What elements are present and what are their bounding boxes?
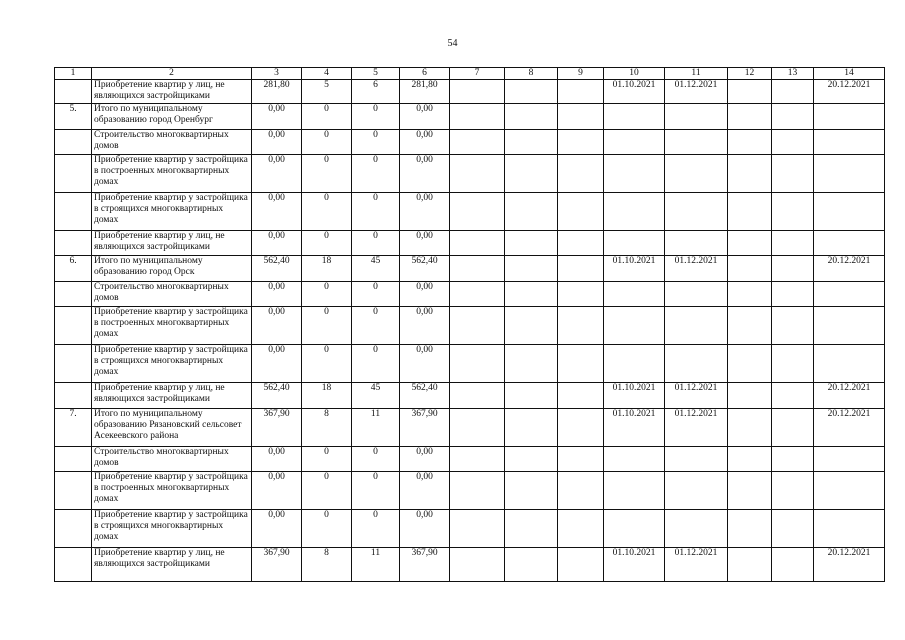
header-cell: 10 (604, 68, 665, 80)
row-name: Приобретение квартир у застройщика в построенных многоквартирных домах (92, 155, 252, 193)
header-cell: 5 (352, 68, 400, 80)
row-name: Приобретение квартир у застройщика в строящихся многоквартирных домах (92, 510, 252, 548)
col-4-value: 0 (302, 231, 352, 256)
col-7-value (450, 472, 505, 510)
col-9-value (558, 345, 604, 383)
row-number (55, 80, 92, 104)
header-cell: 13 (772, 68, 814, 80)
col-11-date: 01.12.2021 (665, 409, 728, 447)
col-10-date: 01.10.2021 (604, 409, 665, 447)
row-number (55, 548, 92, 582)
col-3-value: 0,00 (252, 472, 302, 510)
table-row (55, 155, 885, 193)
col-12-value (728, 256, 772, 282)
table-row (55, 307, 885, 345)
col-7-value (450, 155, 505, 193)
col-10-date: 01.10.2021 (604, 548, 665, 582)
col-13-value (772, 447, 814, 472)
row-name: Приобретение квартир у лиц, не являющихся застройщиками (92, 80, 252, 104)
col-9-value (558, 130, 604, 155)
col-3-value: 0,00 (252, 130, 302, 155)
row-number: 6. (55, 256, 92, 282)
row-name: Приобретение квартир у застройщика в построенных многоквартирных домах (92, 472, 252, 510)
col-7-value (450, 383, 505, 409)
col-8-value (505, 104, 558, 130)
col-13-value (772, 548, 814, 582)
col-12-value (728, 510, 772, 548)
row-name: Строительство многоквартирных домов (92, 447, 252, 472)
row-number (55, 231, 92, 256)
col-9-value (558, 231, 604, 256)
col-9-value (558, 193, 604, 231)
col-11-date (665, 104, 728, 130)
col-8-value (505, 256, 558, 282)
col-14-date: 20.12.2021 (814, 256, 885, 282)
col-3-value: 562,40 (252, 256, 302, 282)
col-13-value (772, 383, 814, 409)
col-4-value: 0 (302, 345, 352, 383)
col-13-value (772, 510, 814, 548)
header-cell: 3 (252, 68, 302, 80)
col-10-date (604, 130, 665, 155)
row-name: Итого по муниципальному образованию город Оренбург (92, 104, 252, 130)
header-cell: 9 (558, 68, 604, 80)
col-6-value: 0,00 (400, 130, 450, 155)
row-number (55, 193, 92, 231)
col-10-date (604, 307, 665, 345)
col-14-date (814, 307, 885, 345)
col-9-value (558, 383, 604, 409)
col-14-date (814, 345, 885, 383)
row-name: Строительство многоквартирных домов (92, 130, 252, 155)
table-row (55, 130, 885, 155)
col-8-value (505, 409, 558, 447)
col-12-value (728, 282, 772, 307)
col-11-date (665, 231, 728, 256)
col-13-value (772, 307, 814, 345)
col-5-value: 0 (352, 510, 400, 548)
col-6-value: 0,00 (400, 282, 450, 307)
col-3-value: 0,00 (252, 282, 302, 307)
col-3-value: 0,00 (252, 447, 302, 472)
col-3-value: 0,00 (252, 155, 302, 193)
col-8-value (505, 231, 558, 256)
col-5-value: 0 (352, 193, 400, 231)
row-number (55, 345, 92, 383)
table-row (55, 548, 885, 582)
header-cell: 4 (302, 68, 352, 80)
col-8-value (505, 130, 558, 155)
col-14-date: 20.12.2021 (814, 80, 885, 104)
col-3-value: 0,00 (252, 193, 302, 231)
col-13-value (772, 193, 814, 231)
row-name: Приобретение квартир у застройщика в построенных многоквартирных домах (92, 307, 252, 345)
col-3-value: 562,40 (252, 383, 302, 409)
col-9-value (558, 80, 604, 104)
col-6-value: 0,00 (400, 510, 450, 548)
col-12-value (728, 155, 772, 193)
col-5-value: 0 (352, 282, 400, 307)
col-7-value (450, 548, 505, 582)
col-6-value: 0,00 (400, 231, 450, 256)
col-5-value: 0 (352, 155, 400, 193)
col-11-date: 01.12.2021 (665, 80, 728, 104)
col-3-value: 0,00 (252, 104, 302, 130)
row-name: Приобретение квартир у застройщика в строящихся многоквартирных домах (92, 193, 252, 231)
col-12-value (728, 472, 772, 510)
col-8-value (505, 472, 558, 510)
col-6-value: 0,00 (400, 104, 450, 130)
col-3-value: 0,00 (252, 345, 302, 383)
row-number (55, 130, 92, 155)
col-12-value (728, 193, 772, 231)
col-14-date (814, 155, 885, 193)
col-8-value (505, 80, 558, 104)
row-name: Итого по муниципальному образованию Рязановский сельсовет Асекеевского района (92, 409, 252, 447)
col-13-value (772, 282, 814, 307)
row-number (55, 472, 92, 510)
col-14-date (814, 130, 885, 155)
col-4-value: 5 (302, 80, 352, 104)
col-10-date (604, 447, 665, 472)
col-9-value (558, 282, 604, 307)
col-12-value (728, 345, 772, 383)
data-table (54, 67, 885, 582)
col-10-date (604, 345, 665, 383)
col-6-value: 0,00 (400, 447, 450, 472)
col-9-value (558, 447, 604, 472)
row-name: Приобретение квартир у лиц, не являющихся застройщиками (92, 383, 252, 409)
row-name: Строительство многоквартирных домов (92, 282, 252, 307)
col-7-value (450, 80, 505, 104)
col-9-value (558, 548, 604, 582)
row-number: 7. (55, 409, 92, 447)
col-7-value (450, 307, 505, 345)
col-4-value: 0 (302, 193, 352, 231)
table-row (55, 409, 885, 447)
col-12-value (728, 231, 772, 256)
col-8-value (505, 383, 558, 409)
col-4-value: 0 (302, 447, 352, 472)
col-9-value (558, 155, 604, 193)
col-12-value (728, 548, 772, 582)
col-7-value (450, 231, 505, 256)
col-9-value (558, 104, 604, 130)
col-10-date (604, 193, 665, 231)
row-name: Итого по муниципальному образованию город Орск (92, 256, 252, 282)
col-11-date (665, 307, 728, 345)
col-9-value (558, 256, 604, 282)
col-14-date (814, 231, 885, 256)
col-10-date: 01.10.2021 (604, 80, 665, 104)
col-3-value: 367,90 (252, 409, 302, 447)
col-11-date (665, 447, 728, 472)
col-6-value: 0,00 (400, 193, 450, 231)
col-11-date (665, 282, 728, 307)
col-8-value (505, 548, 558, 582)
col-8-value (505, 345, 558, 383)
col-5-value: 11 (352, 548, 400, 582)
col-9-value (558, 409, 604, 447)
col-12-value (728, 447, 772, 472)
col-13-value (772, 155, 814, 193)
row-name: Приобретение квартир у лиц, не являющихся застройщиками (92, 231, 252, 256)
col-12-value (728, 409, 772, 447)
col-4-value: 18 (302, 256, 352, 282)
col-8-value (505, 307, 558, 345)
col-3-value: 367,90 (252, 548, 302, 582)
col-4-value: 0 (302, 510, 352, 548)
col-14-date: 20.12.2021 (814, 548, 885, 582)
col-10-date (604, 155, 665, 193)
row-number (55, 510, 92, 548)
col-14-date (814, 193, 885, 231)
col-6-value: 367,90 (400, 409, 450, 447)
col-5-value: 11 (352, 409, 400, 447)
col-5-value: 0 (352, 104, 400, 130)
col-11-date: 01.12.2021 (665, 256, 728, 282)
row-number (55, 447, 92, 472)
col-6-value: 367,90 (400, 548, 450, 582)
col-11-date (665, 345, 728, 383)
col-13-value (772, 80, 814, 104)
col-12-value (728, 307, 772, 345)
col-7-value (450, 409, 505, 447)
header-cell: 1 (55, 68, 92, 80)
col-4-value: 8 (302, 548, 352, 582)
col-14-date (814, 510, 885, 548)
col-9-value (558, 307, 604, 345)
col-6-value: 562,40 (400, 256, 450, 282)
col-7-value (450, 447, 505, 472)
col-7-value (450, 104, 505, 130)
row-name: Приобретение квартир у лиц, не являющихся застройщиками (92, 548, 252, 582)
col-4-value: 18 (302, 383, 352, 409)
col-11-date: 01.12.2021 (665, 548, 728, 582)
col-7-value (450, 510, 505, 548)
col-10-date (604, 282, 665, 307)
table-row (55, 345, 885, 383)
row-name: Приобретение квартир у застройщика в строящихся многоквартирных домах (92, 345, 252, 383)
col-9-value (558, 510, 604, 548)
row-number (55, 282, 92, 307)
col-6-value: 0,00 (400, 472, 450, 510)
col-5-value: 45 (352, 383, 400, 409)
row-number (55, 307, 92, 345)
col-10-date: 01.10.2021 (604, 383, 665, 409)
col-13-value (772, 409, 814, 447)
col-9-value (558, 472, 604, 510)
col-12-value (728, 383, 772, 409)
table-row (55, 80, 885, 104)
col-11-date: 01.12.2021 (665, 383, 728, 409)
row-number (55, 383, 92, 409)
header-row (55, 68, 885, 80)
table-row (55, 383, 885, 409)
row-number (55, 155, 92, 193)
col-10-date (604, 472, 665, 510)
col-6-value: 281,80 (400, 80, 450, 104)
header-cell: 7 (450, 68, 505, 80)
col-5-value: 45 (352, 256, 400, 282)
header-cell: 8 (505, 68, 558, 80)
col-5-value: 0 (352, 447, 400, 472)
table-row (55, 510, 885, 548)
table-row (55, 447, 885, 472)
col-14-date (814, 104, 885, 130)
table-row (55, 104, 885, 130)
col-11-date (665, 130, 728, 155)
col-7-value (450, 130, 505, 155)
col-10-date (604, 231, 665, 256)
col-10-date: 01.10.2021 (604, 256, 665, 282)
col-11-date (665, 193, 728, 231)
col-4-value: 0 (302, 282, 352, 307)
col-13-value (772, 104, 814, 130)
col-5-value: 6 (352, 80, 400, 104)
col-5-value: 0 (352, 307, 400, 345)
col-7-value (450, 193, 505, 231)
table-row (55, 231, 885, 256)
row-number: 5. (55, 104, 92, 130)
col-14-date (814, 447, 885, 472)
col-13-value (772, 130, 814, 155)
header-cell: 2 (92, 68, 252, 80)
col-7-value (450, 345, 505, 383)
col-8-value (505, 155, 558, 193)
header-cell: 6 (400, 68, 450, 80)
col-10-date (604, 510, 665, 548)
col-4-value: 0 (302, 472, 352, 510)
col-8-value (505, 282, 558, 307)
col-3-value: 0,00 (252, 510, 302, 548)
col-12-value (728, 130, 772, 155)
col-4-value: 0 (302, 130, 352, 155)
col-13-value (772, 231, 814, 256)
col-12-value (728, 104, 772, 130)
col-5-value: 0 (352, 345, 400, 383)
col-4-value: 0 (302, 104, 352, 130)
col-5-value: 0 (352, 472, 400, 510)
col-4-value: 8 (302, 409, 352, 447)
col-5-value: 0 (352, 231, 400, 256)
col-5-value: 0 (352, 130, 400, 155)
col-12-value (728, 80, 772, 104)
col-11-date (665, 510, 728, 548)
col-14-date: 20.12.2021 (814, 383, 885, 409)
col-8-value (505, 193, 558, 231)
table-row (55, 256, 885, 282)
col-13-value (772, 345, 814, 383)
col-11-date (665, 155, 728, 193)
table-row (55, 193, 885, 231)
col-11-date (665, 472, 728, 510)
col-10-date (604, 104, 665, 130)
col-13-value (772, 472, 814, 510)
col-3-value: 281,80 (252, 80, 302, 104)
col-7-value (450, 256, 505, 282)
header-cell: 12 (728, 68, 772, 80)
col-7-value (450, 282, 505, 307)
col-14-date (814, 472, 885, 510)
col-14-date (814, 282, 885, 307)
col-6-value: 0,00 (400, 345, 450, 383)
col-8-value (505, 510, 558, 548)
page-number: 54 (447, 38, 458, 49)
col-13-value (772, 256, 814, 282)
col-6-value: 562,40 (400, 383, 450, 409)
table-row (55, 282, 885, 307)
col-3-value: 0,00 (252, 231, 302, 256)
col-4-value: 0 (302, 155, 352, 193)
col-6-value: 0,00 (400, 307, 450, 345)
table-row (55, 472, 885, 510)
header-cell: 11 (665, 68, 728, 80)
col-4-value: 0 (302, 307, 352, 345)
col-8-value (505, 447, 558, 472)
col-3-value: 0,00 (252, 307, 302, 345)
col-6-value: 0,00 (400, 155, 450, 193)
col-14-date: 20.12.2021 (814, 409, 885, 447)
header-cell: 14 (814, 68, 885, 80)
